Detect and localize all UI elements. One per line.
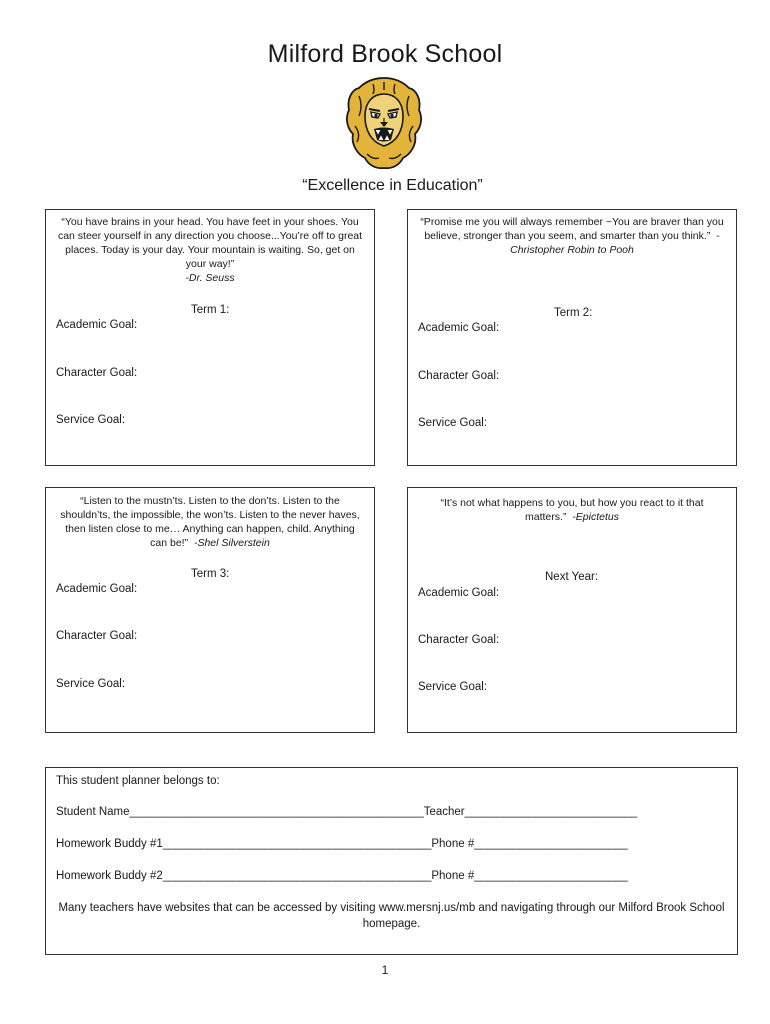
term-3-label: Term 3: xyxy=(191,568,230,580)
term-1-quote-text: “You have brains in your head. You have feet in your shoes. You can steer yourself in any direction you choose...You’re off to great places. Today is your day. Your mountain is waiting. So, get on your way!” xyxy=(57,216,363,270)
term-1-character-goal: Character Goal: xyxy=(56,367,138,379)
term-3-quote xyxy=(56,494,364,550)
term-2-quote xyxy=(418,215,726,257)
student-teacher-line: Student Name______________________________________________Teacher___________________________ xyxy=(56,806,638,818)
term-2-goal-box xyxy=(407,209,737,466)
term-3-service-goal: Service Goal: xyxy=(56,678,126,690)
term-2-quote-text: “Promise me you will always remember ~You are braver than you believe, stronger than you seem, and smarter than you think.” xyxy=(420,216,724,242)
term-3-quote-attribution: -Shel Silverstein xyxy=(193,537,270,549)
term-3-goal-box xyxy=(45,487,375,733)
next-year-label: Next Year: xyxy=(545,571,599,583)
term-1-academic-goal: Academic Goal: xyxy=(56,319,138,331)
planner-owner-box xyxy=(45,767,738,955)
homework-buddy-2-line: Homework Buddy #2__________________________________________Phone #________________________ xyxy=(56,870,628,882)
term-1-quote xyxy=(56,215,364,285)
next-year-service-goal: Service Goal: xyxy=(418,681,488,693)
teacher-websites-note: Many teachers have websites that can be accessed by visiting www.mersnj.us/mb and navigating through our Milford Brook School homepage. xyxy=(58,902,725,930)
term-1-goal-box xyxy=(45,209,375,466)
term-2-label: Term 2: xyxy=(554,307,593,319)
term-2-quote-attribution: -Christopher Robin to Pooh xyxy=(510,230,720,256)
motto: “Excellence in Education” xyxy=(302,177,483,194)
lion-mascot-logo xyxy=(345,76,423,170)
term-3-quote-text: “Listen to the mustn’ts. Listen to the don’ts. Listen to the shouldn’ts, the impossible, the won’ts. Listen to the never haves, then listen close to me… Anything can happen, child. Anything can be!” xyxy=(60,495,360,549)
term-2-character-goal: Character Goal: xyxy=(418,370,500,382)
next-year-academic-goal: Academic Goal: xyxy=(418,587,500,599)
term-2-academic-goal: Academic Goal: xyxy=(418,322,500,334)
page-number: 1 xyxy=(381,963,389,977)
next-year-goal-box xyxy=(407,487,737,733)
term-2-service-goal: Service Goal: xyxy=(418,417,488,429)
belongs-to-label: This student planner belongs to: xyxy=(56,775,220,787)
term-3-academic-goal: Academic Goal: xyxy=(56,583,138,595)
homework-buddy-1-line: Homework Buddy #1__________________________________________Phone #________________________ xyxy=(56,838,628,850)
term-1-quote-attribution: -Dr. Seuss xyxy=(185,272,235,284)
next-year-quote-text: “It’s not what happens to you, but how you react to it that matters.” xyxy=(440,497,704,523)
page-title: Milford Brook School xyxy=(267,40,503,68)
next-year-character-goal: Character Goal: xyxy=(418,634,500,646)
next-year-quote xyxy=(418,496,726,524)
next-year-quote-attribution: -Epictetus xyxy=(572,511,619,523)
term-1-label: Term 1: xyxy=(191,304,230,316)
term-3-character-goal: Character Goal: xyxy=(56,630,138,642)
term-1-service-goal: Service Goal: xyxy=(56,414,126,426)
